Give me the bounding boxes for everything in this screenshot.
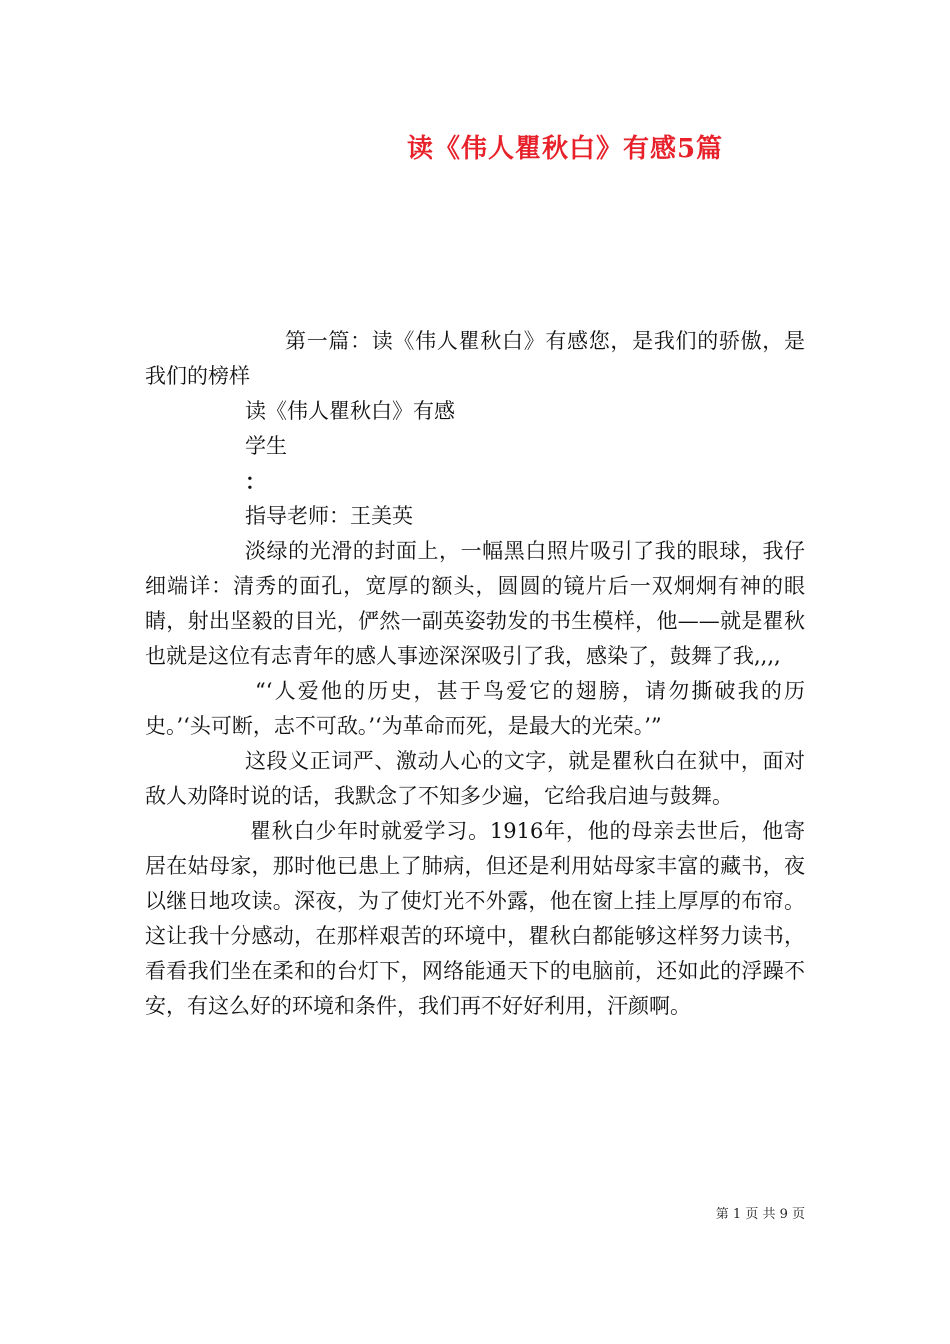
paragraph-cover: 淡绿的光滑的封面上，一幅黑白照片吸引了我的眼球，我仔细端详：清秀的面孔，宽厚的额头，圆圆的镜片后一双炯炯有神的眼睛，射出坚毅的目光，俨然一副英姿勃发的书生模样，他——就是瞿秋也就是这位有志青年的感人事迹深深吸引了我，感染了，鼓舞了我,,,, bbox=[145, 539, 805, 668]
paragraph-quote: “‘人爱他的历史，甚于鸟爱它的翅膀，请勿撕破我的历史。’‘头可断，志不可敌。’‘为革命而死，是最大的光荣。’” bbox=[145, 679, 805, 738]
student-label: 学生 bbox=[245, 434, 287, 458]
page-number-footer: 第 1 页 共 9 页 bbox=[715, 1207, 805, 1222]
document-body bbox=[145, 324, 805, 1024]
teacher-line: 指导老师：王美英 bbox=[245, 504, 413, 528]
paragraph-prison-words: 这段义正词严、激动人心的文字，就是瞿秋白在狱中，面对敌人劝降时说的话，我默念了不知多少遍，它给我启迪与鼓舞。 bbox=[145, 749, 805, 808]
essay-title-line: 读《伟人瞿秋白》有感 bbox=[245, 399, 455, 423]
paragraph-first-heading: 第一篇：读《伟人瞿秋白》有感您，是我们的骄傲，是我们的榜样 bbox=[145, 329, 805, 388]
student-colon: ： bbox=[245, 469, 266, 494]
paragraph-youth-study: 瞿秋白少年时就爱学习。1916年，他的母亲去世后，他寄居在姑母家，那时他已患上了肺病，但还是利用姑母家丰富的藏书，夜以继日地攻读。深夜，为了使灯光不外露，他在窗上挂上厚厚的布帘。这让我十分感动，在那样艰苦的环境中，瞿秋白都能够这样努力读书，看看我们坐在柔和的台灯下，网络能通天下的电脑前，还如此的浮躁不安，有这么好的环境和条件，我们再不好好利用，汗颜啊。 bbox=[145, 819, 805, 1018]
document-title: 读《伟人瞿秋白》有感5篇 bbox=[406, 134, 724, 164]
